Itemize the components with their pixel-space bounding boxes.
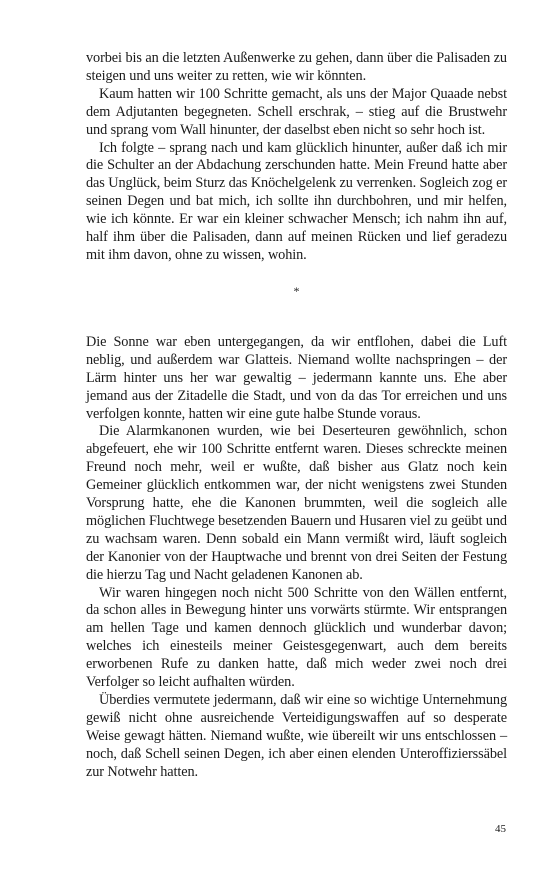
- paragraph-jump-from-wall: Ich folgte – sprang nach und kam glücklich hinunter, außer daß ich mir die Schulter an der Abdachung zerschunden hatte. Mein Freund hatte aber das Unglück, beim Sturz das Knöchelgelenk zu verrenken. Sogleich zog er seinen Degen und bat mich, ich sollte ihn durchbohren, und mir helfen, wie ich könnte. Er war ein kleiner schwacher Mensch; ich nahm ihn auf, half ihm über die Palisaden, dann auf meinen Rücken und lief geradezu mit ihm davon, ohne zu wissen, wohin.: [86, 139, 507, 263]
- page-number: 45: [495, 823, 506, 835]
- paragraph-500-steps: Wir waren hingegen noch nicht 500 Schritte von den Wällen entfernt, da schon alles in Bewegung hinter uns vorwärts stürmte. Wir entsprangen am hellen Tage und kamen dennoch glücklich und wunderbar davon; welches ich einesteils meiner Geistesgegenwart, auch dem bereits erworbenen Rufe zu danken hatte, daß mich weder zwei noch drei Verfolger so leicht aufhalten würden.: [86, 584, 507, 691]
- paragraph-major-quaade: Kaum hatten wir 100 Schritte gemacht, als uns der Major Quaade nebst dem Adjutanten begegneten. Schell erschrak, – stieg auf die Brustwehr und sprang vom Wall hinunter, der daselbst eben nicht so sehr hoch ist.: [86, 85, 507, 138]
- paragraph-continuation: vorbei bis an die letzten Außenwerke zu gehen, dann über die Palisaden zu steigen und uns weiter zu retten, wie wir könnten.: [86, 50, 507, 84]
- book-page: [86, 50, 507, 782]
- section-break-asterisk: *: [293, 283, 300, 298]
- paragraph-alarm-cannons: Die Alarmkanonen wurden, wie bei Deserteuren gewöhnlich, schon abgefeuert, ehe wir 100 Schritte entfernt waren. Dieses schreckte meinen Freund noch mehr, weil er wußte, daß bisher aus Glatz noch kein Gemeiner glücklich entkommen war, der nicht wenigstens zwei Stunden Vorsprung hatte, ehe die Kanonen brummten, weil die sogleich alle möglichen Fluchtwege besetzenden Bauern und Husaren viel zu geübt und zu wachsam waren. Denn sobald ein Mann vermißt wird, läuft sogleich der Kanonier von der Hauptwache und brennt von drei Seiten der Festung die hierzu Tag und Nacht geladenen Kanonen ab.: [86, 423, 507, 583]
- paragraph-sunset-escape: Die Sonne war eben untergegangen, da wir entflohen, dabei die Luft neblig, und außerdem war Glatteis. Niemand wollte nachspringen – der Lärm hinter uns her war gewaltig – jedermann kannte uns. Ehe aber jemand aus der Zitadelle die Stadt, und von da das Tor erreichen und uns verfolgen konnte, hatten wir eine gute halbe Stunde voraus.: [86, 333, 507, 422]
- paragraph-weapons: Überdies vermutete jedermann, daß wir eine so wichtige Unternehmung gewiß nicht ohne ausreichende Verteidigungswaffen auf so desperate Weise gewagt hätten. Niemand wußte, wie übereilt wir uns entschlossen – noch, daß Schell seinen Degen, ich aber einen elenden Unteroffizierssäbel zur Notwehr hatten.: [86, 692, 507, 780]
